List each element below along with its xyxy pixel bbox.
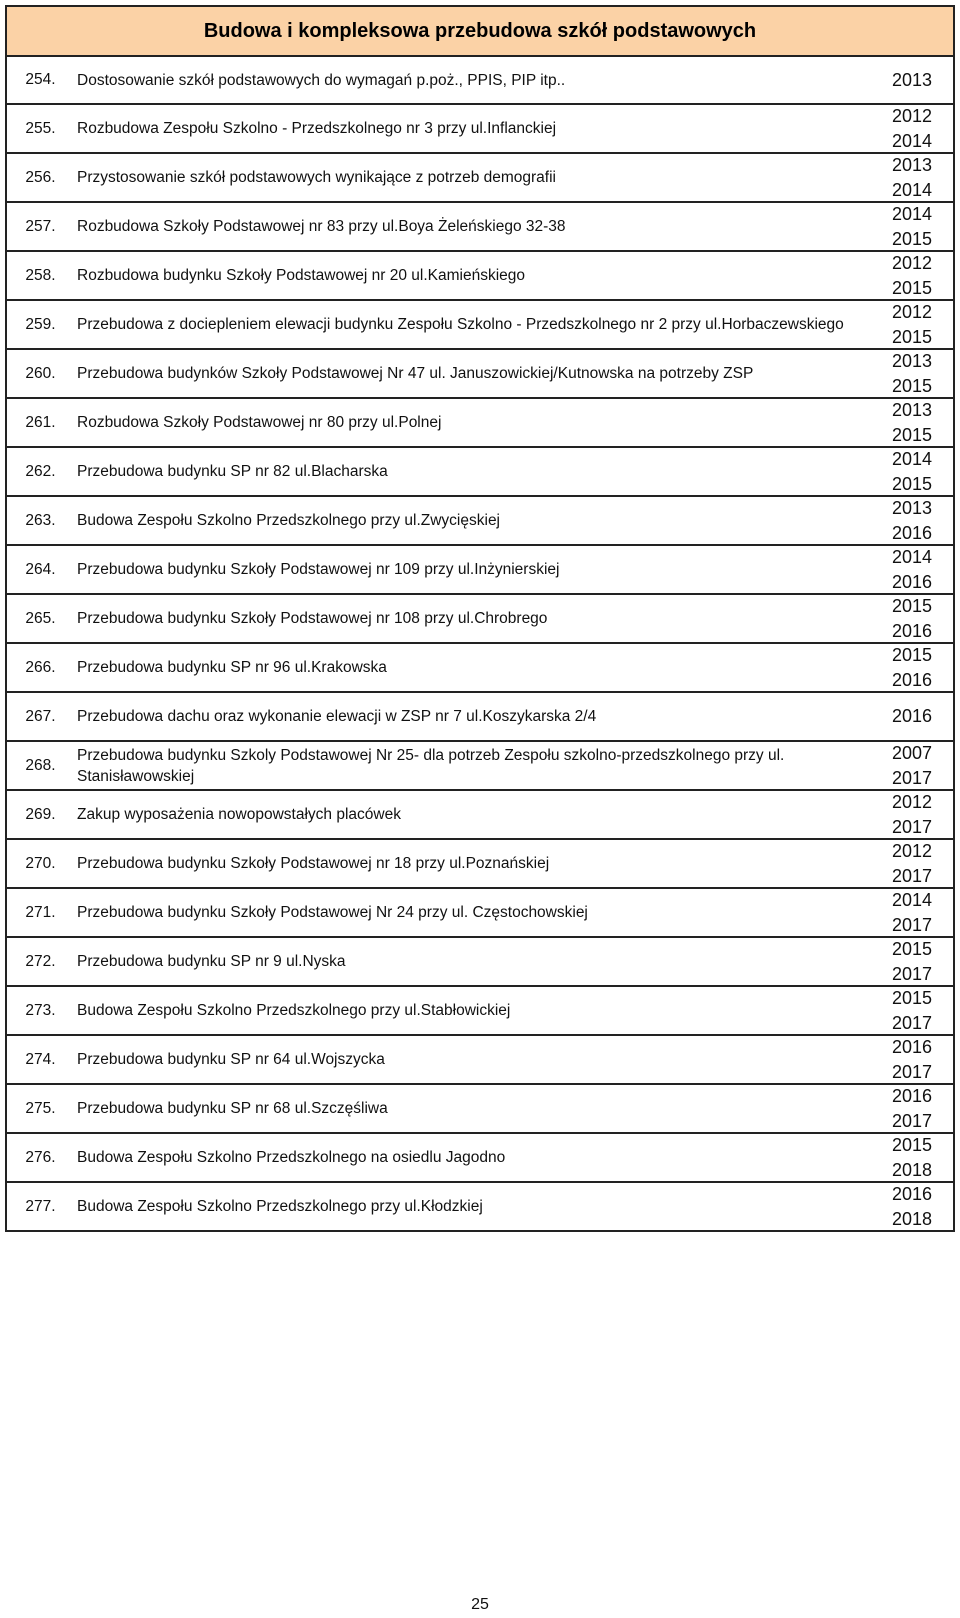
row-description: Przebudowa budynku Szkoly Podstawowej Nr 25- dla potrzeb Zespołu szkolno-przedszkolnego przy ul. Stanisławowskiej <box>77 746 785 785</box>
table-title: Budowa i kompleksowa przebudowa szkół podstawowych <box>7 7 953 57</box>
row-number: 269. <box>25 805 56 823</box>
start-year: 2012 <box>891 791 933 812</box>
end-year: 2018 <box>891 1208 933 1229</box>
row-years <box>871 399 953 446</box>
row-description: Zakup wyposażenia nowopowstałych placówek <box>77 806 401 823</box>
row-years <box>871 1036 953 1083</box>
row-description: Rozbudowa Zespołu Szkolno - Przedszkolnego nr 3 przy ul.Inflanckiej <box>77 120 557 137</box>
table-row <box>7 742 953 791</box>
start-year: 2012 <box>891 840 933 861</box>
table-row <box>7 1134 953 1183</box>
end-year: 2015 <box>891 424 933 445</box>
end-year: 2015 <box>891 473 933 494</box>
start-year: 2014 <box>891 546 933 567</box>
start-year: 2013 <box>891 350 933 371</box>
end-year: 2017 <box>891 865 933 886</box>
row-description: Przebudowa budynku Szkoły Podstawowej nr 18 przy ul.Poznańskiej <box>77 855 550 872</box>
row-years <box>871 301 953 348</box>
end-year: 2017 <box>891 1061 933 1082</box>
table-row <box>7 252 953 301</box>
row-number: 259. <box>25 315 56 333</box>
end-year: 2017 <box>891 914 933 935</box>
end-year: 2015 <box>891 326 933 347</box>
start-year: 2012 <box>891 252 933 273</box>
row-description: Rozbudowa Szkoły Podstawowej nr 80 przy ul.Polnej <box>77 414 442 431</box>
row-number: 255. <box>25 119 56 137</box>
row-years <box>871 840 953 887</box>
row-number: 272. <box>25 952 56 970</box>
end-year: 2017 <box>891 1110 933 1131</box>
table-row <box>7 1183 953 1232</box>
row-description: Przebudowa budynku SP nr 96 ul.Krakowska <box>77 659 387 676</box>
row-years <box>871 1134 953 1181</box>
row-description: Przebudowa budynku Szkoły Podstawowej Nr 24 przy ul. Częstochowskiej <box>77 904 588 921</box>
row-years <box>871 595 953 642</box>
row-number: 273. <box>25 1001 56 1019</box>
table-row <box>7 840 953 889</box>
row-description: Budowa Zespołu Szkolno Przedszkolnego przy ul.Stabłowickiej <box>77 1002 511 1019</box>
row-years <box>871 1183 953 1230</box>
end-year: 2018 <box>891 1159 933 1180</box>
start-year: 2015 <box>891 938 933 959</box>
table-row <box>7 791 953 840</box>
row-description: Budowa Zespołu Szkolno Przedszkolnego przy ul.Zwycięskiej <box>77 512 501 529</box>
row-years <box>871 1085 953 1132</box>
row-description: Dostosowanie szkół podstawowych do wymagań p.poż., PPIS, PIP itp.. <box>77 71 566 89</box>
table-row <box>7 987 953 1036</box>
table-row <box>7 889 953 938</box>
start-year: 2016 <box>891 1085 933 1106</box>
row-number: 262. <box>25 462 56 480</box>
table-row <box>7 203 953 252</box>
row-number: 258. <box>25 266 56 284</box>
row-description: Rozbudowa Szkoły Podstawowej nr 83 przy ul.Boya Żeleńskiego 32-38 <box>77 218 566 235</box>
start-year: 2015 <box>891 987 933 1008</box>
row-years <box>871 987 953 1034</box>
row-years <box>871 889 953 936</box>
end-year: 2015 <box>891 228 933 249</box>
start-year: 2015 <box>891 644 933 665</box>
row-description: Przebudowa budynku SP nr 82 ul.Blacharska <box>77 463 388 480</box>
row-number: 254. <box>25 71 56 88</box>
start-year: 2015 <box>891 1134 933 1155</box>
end-year: 2017 <box>891 816 933 837</box>
row-description: Przystosowanie szkół podstawowych wynikające z potrzeb demografii <box>77 169 556 186</box>
table-row <box>7 938 953 987</box>
start-year: 2015 <box>891 595 933 616</box>
end-year: 2017 <box>891 1012 933 1033</box>
table-row <box>7 448 953 497</box>
start-year: 2016 <box>891 1036 933 1057</box>
table-row <box>7 350 953 399</box>
table-row <box>7 693 953 742</box>
row-number: 256. <box>25 168 56 186</box>
end-year: 2014 <box>891 130 933 151</box>
row-number: 276. <box>25 1148 56 1166</box>
end-year: 2016 <box>891 571 933 592</box>
row-years <box>871 938 953 985</box>
start-year: 2012 <box>891 105 933 126</box>
row-years <box>871 105 953 152</box>
table-row <box>7 301 953 350</box>
row-description: Przebudowa z dociepleniem elewacji budynku Zespołu Szkolno - Przedszkolnego nr 2 przy ul.Horbaczewskiego <box>77 316 844 333</box>
row-years <box>871 644 953 691</box>
row-number: 270. <box>25 854 56 872</box>
end-year: 2015 <box>891 375 933 396</box>
row-number: 266. <box>25 658 56 676</box>
start-year: 2012 <box>891 301 933 322</box>
end-year: 2015 <box>891 277 933 298</box>
table-row <box>7 595 953 644</box>
row-number: 277. <box>25 1197 56 1215</box>
row-description: Budowa Zespołu Szkolno Przedszkolnego na osiedlu Jagodno <box>77 1149 506 1166</box>
start-year: 2016 <box>891 706 933 726</box>
row-years <box>871 742 953 789</box>
row-number: 267. <box>25 707 56 725</box>
start-year: 2007 <box>891 742 933 763</box>
start-year: 2014 <box>891 889 933 910</box>
end-year: 2017 <box>891 767 933 788</box>
end-year: 2016 <box>891 620 933 641</box>
table-row <box>7 1036 953 1085</box>
table-row <box>7 57 953 105</box>
end-year: 2017 <box>891 963 933 984</box>
row-years <box>871 252 953 299</box>
page-number: 25 <box>471 1596 489 1613</box>
start-year: 2014 <box>891 203 933 224</box>
row-description: Przebudowa budynku SP nr 68 ul.Szczęśliwa <box>77 1100 388 1117</box>
row-description: Rozbudowa budynku Szkoły Podstawowej nr 20 ul.Kamieńskiego <box>77 267 526 284</box>
row-years <box>871 546 953 593</box>
table-row <box>7 644 953 693</box>
row-number: 268. <box>25 756 56 774</box>
row-number: 274. <box>25 1050 56 1068</box>
row-years <box>871 350 953 397</box>
table-row <box>7 399 953 448</box>
row-number: 265. <box>25 609 56 627</box>
row-description: Przebudowa budynku SP nr 64 ul.Wojszycka <box>77 1051 385 1068</box>
row-description: Przebudowa budynków Szkoły Podstawowej Nr 47 ul. Januszowickiej/Kutnowska na potrzeby ZSP <box>77 365 754 382</box>
row-years <box>871 693 953 740</box>
row-number: 271. <box>25 903 56 921</box>
row-years <box>871 448 953 495</box>
end-year: 2016 <box>891 522 933 543</box>
row-number: 260. <box>25 364 56 382</box>
row-years <box>871 203 953 250</box>
end-year: 2014 <box>891 179 933 200</box>
start-year: 2013 <box>891 154 933 175</box>
start-year: 2016 <box>891 1183 933 1204</box>
row-years <box>871 57 953 103</box>
start-year: 2014 <box>891 448 933 469</box>
start-year: 2013 <box>891 69 933 90</box>
row-years <box>871 791 953 838</box>
row-description: Przebudowa dachu oraz wykonanie elewacji w ZSP nr 7 ul.Koszykarska 2/4 <box>77 708 597 725</box>
table-row <box>7 497 953 546</box>
start-year: 2013 <box>891 497 933 518</box>
end-year: 2016 <box>891 669 933 690</box>
start-year: 2013 <box>891 399 933 420</box>
table-row <box>7 154 953 203</box>
table-row <box>7 546 953 595</box>
table-body <box>7 57 953 1232</box>
row-number: 261. <box>25 413 56 431</box>
row-years <box>871 154 953 201</box>
row-number: 257. <box>25 217 56 235</box>
row-years <box>871 497 953 544</box>
row-description: Przebudowa budynku SP nr 9 ul.Nyska <box>77 953 346 970</box>
table-row <box>7 1085 953 1134</box>
row-number: 263. <box>25 511 56 529</box>
row-description: Budowa Zespołu Szkolno Przedszkolnego przy ul.Kłodzkiej <box>77 1198 483 1215</box>
row-number: 275. <box>25 1099 56 1117</box>
row-number: 264. <box>25 560 56 578</box>
row-description: Przebudowa budynku Szkoły Podstawowej nr 108 przy ul.Chrobrego <box>77 610 548 627</box>
table-row <box>7 105 953 154</box>
row-description: Przebudowa budynku Szkoły Podstawowej nr 109 przy ul.Inżynierskiej <box>77 561 560 578</box>
projects-table <box>5 5 955 1232</box>
